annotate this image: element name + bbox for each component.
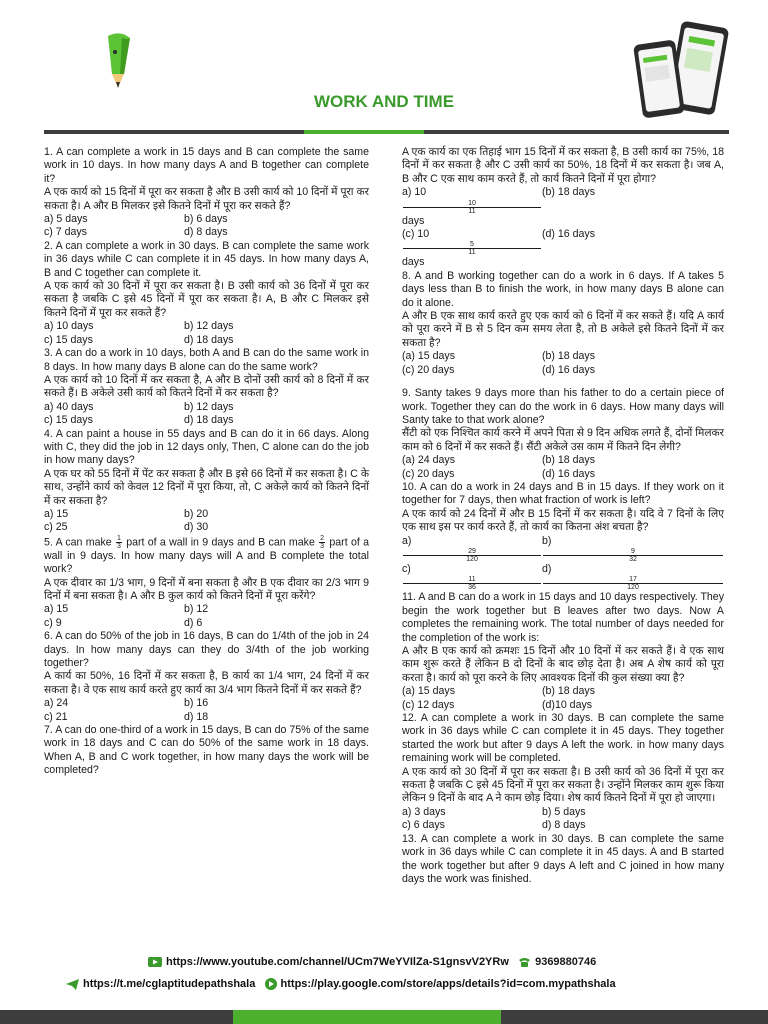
options-row xyxy=(44,508,369,521)
telegram-link[interactable]: https://t.me/cglaptitudepathshala xyxy=(83,978,256,990)
question-text: A एक कार्य को 30 दिनों में पूरा कर सकता है। B उसी कार्य को 36 दिनों में पूरा कर सकता है जबकि C इसे 45 दिनों में पूरा कर सकता है। उन्होंने मिलकर काम शुरू किया लेकिन 9 दिनों के बाद A ने काम छोड़ दिया। शेष कार्य कितने दिनों में पूरा हो जाएगा। xyxy=(402,765,724,805)
option: d) 8 days xyxy=(184,226,228,239)
option: (d) 16 days xyxy=(542,363,595,376)
question-text: 1. A can complete a work in 15 days and B can complete the same work in 10 days. In how many days A and B together can complete it? xyxy=(44,146,369,185)
question-text: A कार्य का 50%, 16 दिनों में कर सकता है, B कार्य का 1/4 भाग, 24 दिनों में कर सकता है। वे एक साथ कार्य करते हुए कार्य का 3/4 भाग कितने दिनों में कर सकते हैं? xyxy=(44,670,369,696)
option: d) 17 120 xyxy=(542,563,724,591)
page-title: WORK AND TIME xyxy=(313,92,455,111)
option: (b) 18 days xyxy=(542,454,595,467)
telegram-icon xyxy=(66,979,79,990)
option: c) 6 days xyxy=(402,819,445,832)
option: (d) 16 days xyxy=(542,467,595,480)
option: b) 5 days xyxy=(542,805,586,818)
option: a) 15 xyxy=(44,507,69,520)
options-row xyxy=(402,819,724,832)
phone-number: 9369880746 xyxy=(535,956,597,968)
question-text: 10. A can do a work in 24 days and B in 15 days. If they work on it together for 7 days, then what fraction of work is left? xyxy=(402,480,724,507)
option: d) 30 xyxy=(184,521,209,534)
q7-options xyxy=(402,186,724,270)
option: (b) 18 days xyxy=(542,685,595,698)
question-text: 8. A and B working together can do a work in 6 days. If A takes 5 days less than B to finish the work, in how many days B alone can do it alone. xyxy=(402,269,724,309)
option: (c) 12 days xyxy=(402,698,455,711)
option: (b) 18 days xyxy=(542,186,595,199)
options-row xyxy=(44,521,369,534)
options-row xyxy=(44,697,369,710)
question-text: A और B एक साथ कार्य करते हुए एक कार्य को 6 दिनों में कर सकते हैं। यदि A कार्य को पूरा करने में B से 5 दिन कम समय लेता है, तो B अकेले इसे कितने दिनों में कर सकता है? xyxy=(402,310,724,349)
question-text: 5. A can make $\frac{1}{3}$ part of a wall in 9 days and B can make $\frac{2}{3}$ part of a wall in 9 days. In how many days will A and B complete the total work? xyxy=(44,534,369,576)
question-text: 4. A can paint a house in 55 days and B can do it in 66 days. Along with C, they did the job in 12 days only, Then, C alone can do the job in how many days? xyxy=(44,427,369,467)
option: b) 12 xyxy=(184,603,209,616)
phone-icon xyxy=(518,957,531,968)
footer-links-line xyxy=(66,978,616,990)
question-text: A और B एक कार्य को क्रमशः 15 दिनों और 10 दिनों में कर सकते हैं। वे एक साथ काम शुरू करते हैं लेकिन B दो दिनों के बाद छोड़ देता है। अब A शेष कार्य को पूरा करता है। कार्य को पूरा करने के लिए आवश्यक दिनों की कुल संख्या क्या है? xyxy=(402,645,724,684)
q10-options xyxy=(402,535,724,592)
option: (a) 24 days xyxy=(402,454,455,467)
question-text: A एक कार्य को 10 दिनों में कर सकता है, A और B दोनों उसी कार्य को 8 दिनों में कर सकते हैं। B अकेले उसी कार्य को कितने दिनों में कर सकता है? xyxy=(44,373,369,400)
question-text: सैंटी को एक निश्चित कार्य करने में अपने पिता से 9 दिन अधिक लगते हैं, दोनों मिलकर काम को 6 दिनों में कर सकते हैं। सैंटी अकेले उस काम में कितने दिन लेगी? xyxy=(402,427,724,453)
option: (b) 18 days xyxy=(542,350,595,363)
option: c) 21 xyxy=(44,710,68,723)
question-text: A एक कार्य को 15 दिनों में पूरा कर सकता है और B उसी कार्य को 10 दिनों में पूरा कर सकता है। A और B मिलकर इसे कितने दिनों में पूरा कर सकते हैं? xyxy=(44,186,369,212)
option: (d)10 days xyxy=(542,698,593,711)
options-row xyxy=(44,213,369,226)
option: (c) 20 days xyxy=(402,467,455,480)
question-text: 11. A and B can do a work in 15 days and 10 days respectively. They begin the work together but B leaves after two days. Now A completes the remaining work. The total number of days needed for the completion of the work is: xyxy=(402,591,724,644)
playstore-link[interactable]: https://play.google.com/store/apps/details?id=com.mypathshala xyxy=(280,978,616,990)
option: b) 12 days xyxy=(184,320,234,333)
option: c) 9 xyxy=(44,616,62,629)
question-text: 2. A can complete a work in 30 days. B can complete the same work in 36 days while C can complete it in 45 days. In how many days A, B and C together can complete it. xyxy=(44,239,369,279)
option: a) 10 days xyxy=(44,320,94,333)
question-text: A एक घर को 55 दिनों में पेंट कर सकता है और B इसे 66 दिनों में कर सकता है। C के साथ, उन्होंने कार्य को केवल 12 दिनों में पूरा किया, तो, C अकेले कार्य को कितने दिनों में कर सकता है? xyxy=(44,467,369,507)
options-row xyxy=(402,454,724,467)
option: (a) 15 days xyxy=(402,350,455,363)
option: (c) 20 days xyxy=(402,363,455,376)
option: b) 16 xyxy=(184,697,209,710)
option: b) 9 32 xyxy=(542,535,724,563)
option: c) 7 days xyxy=(44,226,87,239)
options-row xyxy=(402,364,724,377)
option: d) 18 days xyxy=(184,414,234,427)
options-row xyxy=(402,685,724,698)
option: c) 11 36 xyxy=(402,563,542,591)
options-row xyxy=(44,401,369,414)
footer-contact-line xyxy=(148,956,596,968)
options-row xyxy=(44,603,369,616)
question-text: 3. A can do a work in 10 days, both A and B can do the same work in 8 days. In how many days B alone can do the same work? xyxy=(44,347,369,373)
options-row xyxy=(402,699,724,712)
option: a) 10 10 11 days xyxy=(402,186,542,228)
options-row xyxy=(44,320,369,333)
playstore-icon xyxy=(265,978,277,990)
spacer xyxy=(402,377,724,387)
option: a) 15 xyxy=(44,603,69,616)
option: a) 29 120 xyxy=(402,535,542,563)
option: b) 20 xyxy=(184,507,209,520)
option: (a) 15 days xyxy=(402,685,455,698)
options-row xyxy=(44,414,369,427)
header-divider xyxy=(44,130,729,134)
question-text: 12. A can complete a work in 30 days. B can complete the same work in 36 days while C can complete it in 45 days. They together started the work but after 9 days A left the work. in how many days remaining work will be completed. xyxy=(402,712,724,765)
option: a) 3 days xyxy=(402,805,446,818)
question-text: 13. A can complete a work in 30 days. B can complete the same work in 36 days while C can complete it in 45 days. A and B started the work together but after 9 days A left and C joined in how many days the work was finished. xyxy=(402,832,724,885)
option: b) 6 days xyxy=(184,213,228,226)
footer-bar xyxy=(0,1010,768,1024)
option: c) 15 days xyxy=(44,414,93,427)
option: a) 5 days xyxy=(44,213,88,226)
question-text: A एक कार्य को 24 दिनों में और B 15 दिनों में कर सकता है। यदि वे 7 दिनों के लिए एक साथ इस पर कार्य करते हैं, तो कार्य का कितना अंश बचता है? xyxy=(402,507,724,534)
question-text: 9. Santy takes 9 days more than his father to do a certain piece of work. Together they can do the work in 6 days. How many days will Santy take to that work alone? xyxy=(402,387,724,426)
question-text: 6. A can do 50% of the job in 16 days, B can do 1/4th of the job in 24 days. In how many days can they do 3/4th of the job working together? xyxy=(44,630,369,670)
option: c) 25 xyxy=(44,521,68,534)
options-row xyxy=(44,617,369,630)
question-text: 7. A can do one-third of a work in 15 days, B can do 75% of the same work in 18 days and C can do 50% of the same work in 18 days. When A, B and C work together, in how many days the work will be completed? xyxy=(44,724,369,777)
youtube-link[interactable]: https://www.youtube.com/channel/UCm7WeYVIlZa-S1gnsvV2YRw xyxy=(166,956,509,968)
options-row xyxy=(402,468,724,481)
option: c) 15 days xyxy=(44,333,93,346)
fraction: $\frac{1}{3}$ xyxy=(116,534,121,550)
option: (d) 16 days xyxy=(542,228,595,241)
left-column xyxy=(44,146,369,778)
option: a) 24 xyxy=(44,697,69,710)
options-row xyxy=(44,711,369,724)
question-text: A एक कार्य का एक तिहाई भाग 15 दिनों में कर सकता है, B उसी कार्य का 75%, 18 दिनों में कर सकता है और C उसी कार्य का 50%, 18 दिनों में कर सकता है। जब A, B और C एक साथ काम करते हैं, तो कार्य कितने दिनों में पूरा होगा? xyxy=(402,146,724,185)
options-row xyxy=(44,226,369,239)
youtube-icon xyxy=(148,957,162,967)
option: d) 18 xyxy=(184,710,209,723)
option: d) 8 days xyxy=(542,819,586,832)
question-text: A एक दीवार का 1/3 भाग, 9 दिनों में बना सकता है और B एक दीवार का 2/3 भाग 9 दिनों में बना सकता है। A और B कुल कार्य को कितने दिनों में पूरा करेंगे? xyxy=(44,576,369,602)
options-row xyxy=(44,334,369,347)
question-text: A एक कार्य को 30 दिनों में पूरा कर सकता है। B उसी कार्य को 36 दिनों में पूरा कर सकता है जबकि C इसे 45 दिनों में पूरा कर सकता है। A, B और C मिलकर इसे कितने दिनों में पूरा कर सकते हैं? xyxy=(44,280,369,319)
option: d) 6 xyxy=(184,616,203,629)
option: a) 40 days xyxy=(44,400,94,413)
fraction: $\frac{2}{3}$ xyxy=(320,534,325,550)
options-row xyxy=(402,806,724,819)
option: b) 12 days xyxy=(184,400,234,413)
pencil-logo-icon xyxy=(98,30,138,90)
option: (c) 10 5 11 days xyxy=(402,228,542,270)
option: d) 18 days xyxy=(184,333,234,346)
options-row xyxy=(402,350,724,363)
right-column xyxy=(402,146,724,886)
